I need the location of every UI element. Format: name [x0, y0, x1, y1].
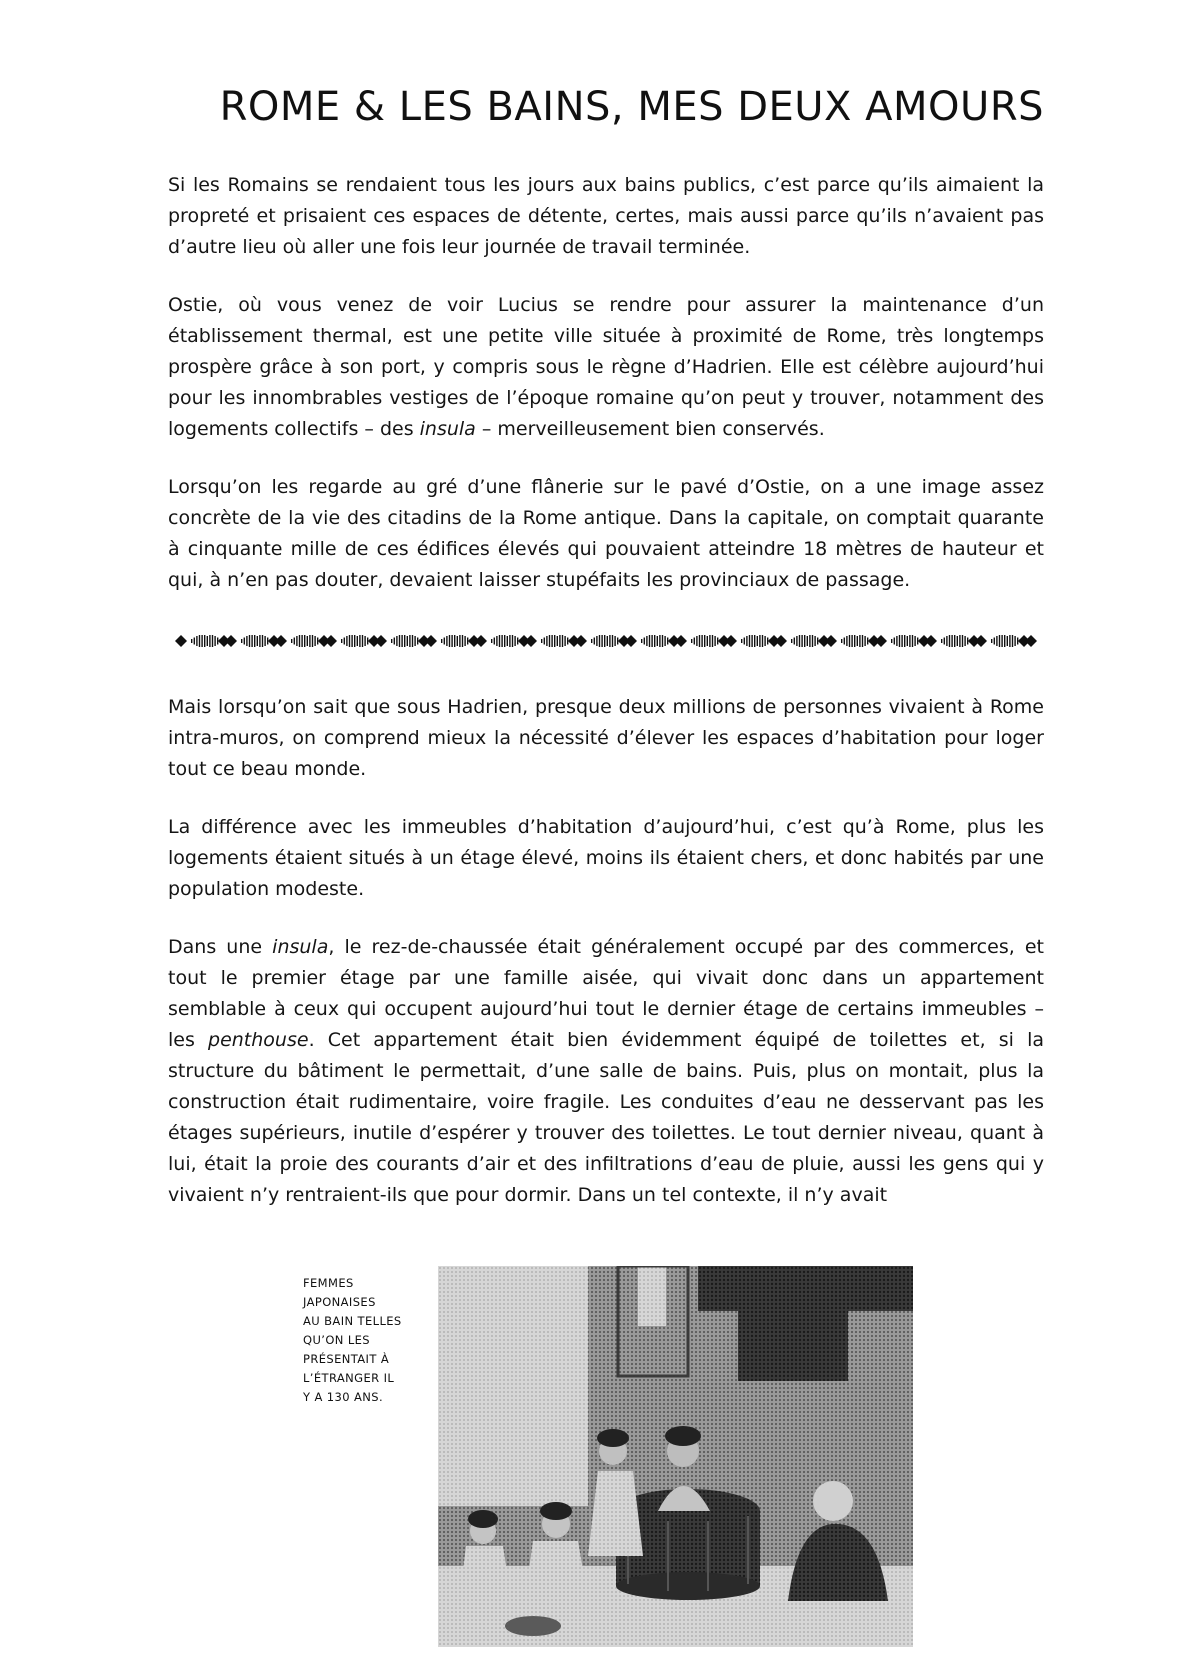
- caption-line: QU’ON LES: [303, 1333, 371, 1347]
- paragraph-insula-text-2: , le rez-de-chaussée était généralement occupé par des commerces, et tout le premier étage par une famille aisée, qui vivait donc dans un appartement semblable à ceux qui occupent aujourd’hui tout le dernier étage de certains immeubles – les: [168, 936, 1044, 1051]
- paragraph-insula-text-3: . Cet appartement était bien évidemment équipé de toilettes et, si la structure du bâtiment le permettait, d’une salle de bains. Puis, plus on montait, plus la construction était rudimentaire, voire fragile. Les conduites d’eau ne desservant pas les étages supérieurs, inutile d’espérer y trouver des toilettes. Le tout dernier niveau, quant à lui, était la proie des courants d’air et des infiltrations d’eau de pluie, aussi les gens qui y vivaient n’y rentraient-ils que pour dormir. Dans un tel contexte, il n’y avait: [168, 1029, 1044, 1206]
- paragraph-ostia-text-2: – merveilleusement bien conservés.: [475, 418, 825, 440]
- article-body: [168, 170, 1044, 1238]
- caption-line: FEMMES: [303, 1276, 354, 1290]
- paragraph-citadins: Lorsqu’on les regarde au gré d’une flânerie sur le pavé d’Ostie, on a une image assez concrète de la vie des citadins de la Rome antique. Dans la capitale, on comptait quarante à cinquante mille de ces édifices élevés qui pouvaient atteindre 18 mètres de hauteur et qui, à n’en pas douter, devaient laisser stupéfaits les provinciaux de passage.: [168, 476, 1044, 591]
- paragraph-difference: La différence avec les immeubles d’habitation d’aujourd’hui, c’est qu’à Rome, plus les logements étaient situés à un étage élevé, moins ils étaient chers, et donc habités par une population modeste.: [168, 816, 1044, 900]
- paragraph-ostia: [168, 290, 1044, 445]
- paragraph-population: Mais lorsqu’on sait que sous Hadrien, presque deux millions de personnes vivaient à Rome intra-muros, on comprend mieux la nécessité d’élever les espaces d’habitation pour loger tout ce beau monde.: [168, 696, 1044, 780]
- paragraph-baths-daily: Si les Romains se rendaient tous les jours aux bains publics, c’est parce qu’ils aimaient la propreté et prisaient ces espaces de détente, certes, mais aussi parce qu’ils n’avaient pas d’autre lieu où aller une fois leur journée de travail terminée.: [168, 174, 1044, 258]
- paragraph-ostia-text-1: Ostie, où vous venez de voir Lucius se rendre pour assurer la maintenance d’un établissement thermal, est une petite ville située à proximité de Rome, très longtemps prospère grâce à son port, y compris sous le règne d’Hadrien. Elle est célèbre aujourd’hui pour les innombrables vestiges de l’époque romaine qu’on peut y trouver, notamment des logements collectifs – des: [168, 294, 1044, 440]
- insula-term-2: insula: [272, 936, 329, 958]
- caption-line: JAPONAISES: [303, 1295, 376, 1309]
- insula-term: insula: [419, 418, 476, 440]
- caption-line: PRÉSENTAIT À: [303, 1352, 390, 1366]
- caption-line: L’ÉTRANGER IL: [303, 1371, 395, 1385]
- penthouse-term: penthouse: [208, 1029, 309, 1051]
- caption-line: AU BAIN TELLES: [303, 1314, 402, 1328]
- page-title: ROME & LES BAINS, MES DEUX AMOURS: [219, 84, 1044, 130]
- photo-caption: [303, 1274, 421, 1407]
- paragraph-insula-floors: [168, 932, 1044, 1211]
- japanese-bath-photo-icon: [438, 1266, 913, 1647]
- caption-line: Y A 130 ANS.: [303, 1390, 384, 1404]
- ornamental-divider-icon: [168, 632, 1044, 650]
- paragraph-insula-text-1: Dans une: [168, 936, 273, 958]
